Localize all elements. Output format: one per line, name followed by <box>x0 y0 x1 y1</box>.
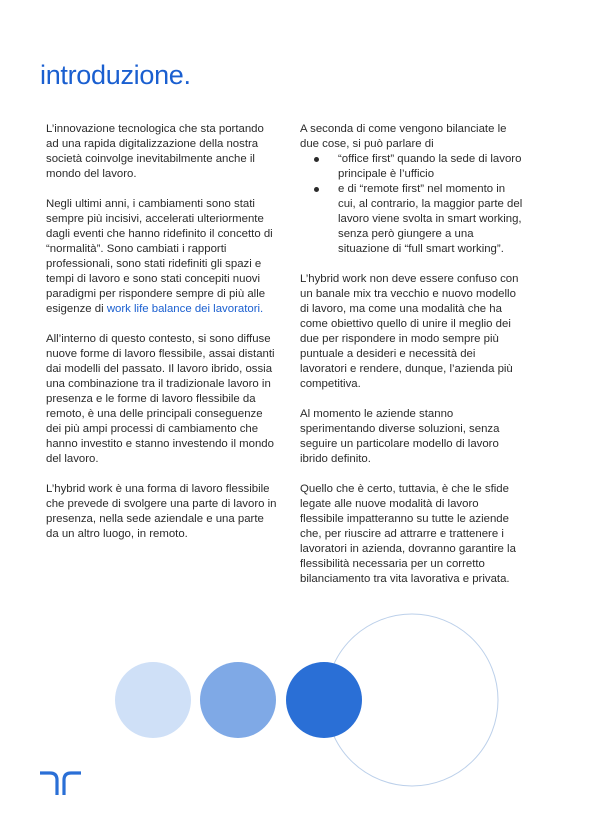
paragraph: Quello che è certo, tuttavia, è che le sfide legate alle nuove modalità di lavoro flessibile impatteranno su tutte le aziende che, per riuscire ad attrarre e trattenere i lavoratori in azienda, dovranno garantire la flessibilità necessaria per un corretto bilanciamento tra vita lavorativa e privata. <box>300 483 516 585</box>
dark-blue-circle <box>286 662 362 738</box>
paragraph: L’hybrid work non deve essere confuso con un banale mix tra vecchio e nuovo modello di lavoro, ma come una modalità che ha come obiettivo quello di unire il meglio dei due per rispondere in modo sempre più puntuale a desideri e necessità dei lavoratori e rendere, dunque, l’azienda più competitiva. <box>300 273 519 390</box>
brand-logo-icon <box>40 773 81 795</box>
page-title: introduzione. <box>40 60 191 90</box>
paragraph: L’hybrid work è una forma di lavoro flessibile che prevede di svolgere una parte di lavoro in presenza, nella sede aziendale e una parte da un altro luogo, in remoto. <box>46 483 277 540</box>
list-item: e di “remote first” nel momento in cui, al contrario, la maggior parte del lavoro viene svolta in smart working, senza però giungere a una situazione di “full smart working”. <box>300 182 524 257</box>
paragraph-text: Negli ultimi anni, i cambiamenti sono stati sempre più incisivi, accelerati ulteriormente dagli eventi che hanno ridefinito il concetto di “normalità”. Sono cambiati i rapporti professionali, sono stati ridefiniti gli spazi e tempi di lavoro e sono stati concepiti nuovi paradigmi per rispondere sempre di più alle esigenze di <box>46 198 273 315</box>
paragraph: All’interno di questo contesto, si sono diffuse nuove forme di lavoro flessibile, assai distanti dai modelli del passato. Il lavoro ibrido, ossia una combinazione tra il tradizionale lavoro in presenza e le forme di lavoro flessibile da remoto, è una delle principali conseguenze dei più ampi processi di cambiamento che hanno investito e stanno investendo il mondo del lavoro. <box>46 333 275 465</box>
paragraph: L’innovazione tecnologica che sta portando ad una rapida digitalizzazione della nostra società coinvolge inevitabilmente anche il mondo del lavoro. <box>46 123 264 180</box>
work-life-balance-link: work life balance dei lavoratori. <box>106 303 264 315</box>
paragraph: A seconda di come vengono bilanciate le due cose, si può parlare di <box>300 123 507 150</box>
light-blue-circle <box>115 662 191 738</box>
medium-blue-circle <box>200 662 276 738</box>
list-item: “office first” quando la sede di lavoro principale è l’ufficio <box>300 152 524 182</box>
paragraph: Al momento le aziende stanno sperimentando diverse soluzioni, senza seguire un particolare modello di lavoro ibrido definito. <box>300 408 500 465</box>
